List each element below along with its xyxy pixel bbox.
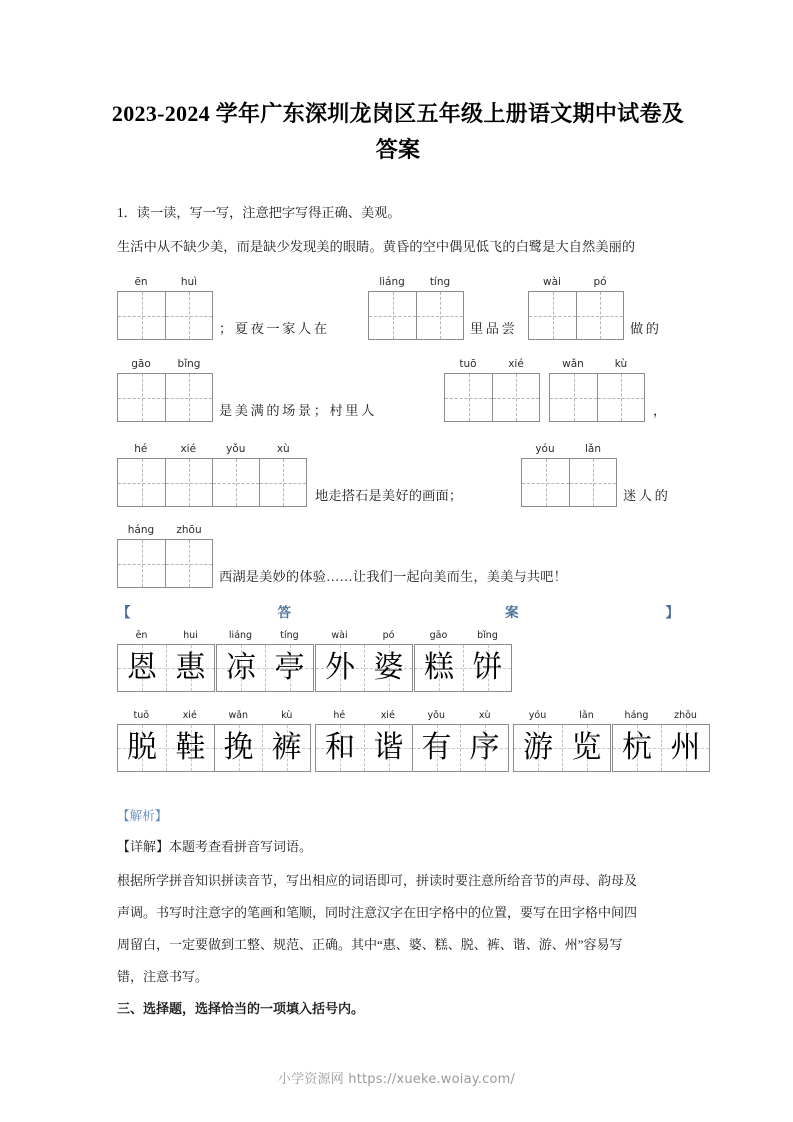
question-grid-row-1 — [117, 268, 679, 340]
question-prompt: 1．读一读，写一写，注意把字写得正确、美观。 — [117, 205, 401, 220]
answer-char: 和 — [325, 730, 355, 765]
answer-char: 序 — [469, 730, 500, 765]
pinyin-syllable: hui — [183, 630, 198, 641]
answer-boxes — [315, 724, 509, 772]
answer-group-waipo — [315, 628, 413, 692]
answer-grid-row-2 — [117, 708, 701, 772]
answer-cell — [316, 645, 364, 691]
pinyin-syllable: kù — [614, 358, 628, 370]
pinyin-syllable: yǒu — [427, 710, 445, 721]
pinyin-strip — [368, 274, 464, 290]
tianzige-group-liangting[interactable] — [368, 274, 464, 340]
explanation-body-line: 错，注意书写。 — [117, 969, 209, 984]
page-title-line-2: 答案 — [375, 137, 421, 162]
answer-cell — [166, 645, 214, 691]
pinyin-syllable: háng — [624, 710, 649, 721]
answer-char: 惠 — [175, 650, 206, 685]
tianzige-boxes[interactable] — [368, 291, 464, 340]
tianzige-group-waipo[interactable] — [528, 274, 624, 340]
pinyin-strip — [521, 441, 617, 457]
answer-char: 鞋 — [175, 730, 206, 765]
pinyin-strip — [315, 628, 413, 643]
pinyin-syllable: zhōu — [176, 524, 202, 536]
tianzige-cell[interactable] — [118, 540, 165, 587]
answer-group-hangzhou — [612, 708, 710, 772]
answer-boxes — [315, 644, 413, 692]
pinyin-syllable: tíng — [429, 276, 451, 288]
inline-text-2b: ， — [653, 403, 667, 418]
pinyin-strip — [117, 628, 215, 643]
page-title-line-1: 2023-2024 学年广东深圳龙岗区五年级上册语文期中试卷及 — [111, 101, 685, 126]
answer-char: 恩 — [127, 650, 157, 685]
tianzige-cell[interactable] — [165, 540, 212, 587]
answer-char: 凉 — [226, 650, 256, 685]
tianzige-boxes[interactable] — [117, 291, 213, 340]
analysis-tag: 【解析】 — [117, 809, 168, 823]
pinyin-syllable: gāo — [131, 358, 151, 370]
pinyin-syllable: lǎn — [584, 443, 601, 455]
pinyin-syllable: yóu — [528, 710, 547, 721]
answer-boxes — [513, 724, 611, 772]
question-passage: 生活中从不缺少美，而是缺少发现美的眼睛。黄昏的空中偶见低飞的白鹭是大自然美丽的 — [117, 239, 636, 254]
tianzige-cell[interactable] — [165, 374, 212, 421]
answer-char: 有 — [421, 730, 452, 765]
pinyin-syllable: wài — [331, 630, 348, 641]
pinyin-syllable: tíng — [280, 630, 299, 641]
answer-boxes — [117, 644, 215, 692]
tianzige-cell[interactable] — [118, 374, 165, 421]
tianzige-boxes[interactable] — [444, 373, 540, 422]
tianzige-cell[interactable] — [259, 459, 306, 506]
pinyin-syllable: xù — [276, 443, 290, 455]
answer-right-bracket: 】 — [665, 605, 679, 620]
pinyin-syllable: tuō — [133, 710, 150, 721]
answer-cell — [463, 645, 511, 691]
tianzige-group-youlan[interactable] — [521, 441, 617, 507]
page-title — [108, 96, 688, 168]
pinyin-syllable: hé — [333, 710, 346, 721]
question-grid-row-2 — [117, 350, 679, 422]
tianzige-cell[interactable] — [522, 459, 569, 506]
explanation-body-line: 声调。书写时注意字的笔画和笔顺，同时注意汉字在田字格中的位置，要写在田字格中间四 — [117, 905, 638, 920]
answer-char: 亭 — [274, 650, 305, 685]
answer-char: 挽 — [223, 730, 254, 765]
tianzige-cell[interactable] — [576, 292, 623, 339]
pinyin-strip — [117, 441, 307, 457]
tianzige-cell[interactable] — [416, 292, 463, 339]
answer-boxes — [117, 724, 311, 772]
tianzige-cell[interactable] — [212, 459, 259, 506]
answer-char: 谐 — [373, 730, 404, 765]
pinyin-syllable: liáng — [228, 630, 253, 641]
inline-text-4a: 西湖是美妙的体验……让我们一起向美而生，美美与共吧！ — [219, 569, 568, 584]
tianzige-boxes[interactable] — [521, 458, 617, 507]
answer-cell — [364, 725, 412, 771]
pinyin-strip — [117, 708, 311, 723]
answer-cell — [562, 725, 610, 771]
tianzige-boxes[interactable] — [549, 373, 645, 422]
tianzige-cell[interactable] — [445, 374, 492, 421]
pinyin-strip — [444, 356, 540, 372]
answer-group-liangting — [216, 628, 314, 692]
answer-cell — [412, 725, 460, 771]
tianzige-group-gaobing[interactable] — [117, 356, 213, 422]
answer-word-2: 案 — [505, 605, 519, 620]
pinyin-syllable: háng — [127, 524, 155, 536]
inline-text-2a: 是美满的场景；村里人 — [219, 403, 377, 418]
tianzige-cell[interactable] — [492, 374, 539, 421]
tianzige-cell[interactable] — [529, 292, 576, 339]
pinyin-syllable: xié — [180, 443, 197, 455]
inline-text-3b: 迷人的 — [623, 488, 671, 503]
pinyin-strip — [549, 356, 645, 372]
pinyin-syllable: lǎn — [579, 710, 594, 721]
pinyin-syllable: xié — [380, 710, 395, 721]
footer-watermark: 小学资源网 https://xueke.woiay.com/ — [277, 1072, 516, 1087]
pinyin-syllable: liáng — [379, 276, 405, 288]
inline-text-1a: ；夏夜一家人在 — [219, 321, 330, 336]
pinyin-syllable: hé — [134, 443, 148, 455]
pinyin-syllable: wǎn — [228, 710, 249, 721]
answer-grid-row-1 — [117, 628, 679, 692]
tianzige-cell[interactable] — [597, 374, 644, 421]
answer-char: 婆 — [373, 650, 404, 685]
tianzige-cell[interactable] — [165, 459, 212, 506]
answer-cell — [514, 725, 562, 771]
tianzige-group-tuoxie[interactable] — [444, 356, 540, 422]
answer-cell — [316, 725, 364, 771]
answer-cell — [613, 725, 661, 771]
answer-char: 糕 — [424, 650, 454, 685]
tianzige-cell[interactable] — [569, 459, 616, 506]
tianzige-group-wanku[interactable] — [549, 356, 645, 422]
answer-boxes — [612, 724, 710, 772]
answer-group-tuoxiewanku — [117, 708, 311, 772]
tianzige-boxes[interactable] — [528, 291, 624, 340]
tianzige-boxes[interactable] — [117, 458, 307, 507]
tianzige-boxes[interactable] — [117, 373, 213, 422]
tianzige-cell[interactable] — [118, 292, 165, 339]
pinyin-strip — [117, 274, 213, 290]
pinyin-syllable: pó — [593, 276, 607, 288]
answer-cell — [265, 645, 313, 691]
tianzige-boxes[interactable] — [117, 539, 213, 588]
answer-cell — [217, 645, 265, 691]
answer-cell — [364, 645, 412, 691]
answer-cell — [166, 725, 214, 771]
pinyin-syllable: zhōu — [674, 710, 697, 721]
answer-cell — [118, 725, 166, 771]
pinyin-syllable: pó — [382, 630, 395, 641]
explanation-body-line: 根据所学拼音知识拼读音节，写出相应的词语即可，拼读时要注意所给音节的声母、韵母及 — [117, 873, 638, 888]
answer-boxes — [414, 644, 512, 692]
pinyin-strip — [513, 708, 611, 723]
pinyin-syllable: xié — [508, 358, 524, 370]
answer-boxes — [216, 644, 314, 692]
tianzige-cell[interactable] — [369, 292, 416, 339]
inline-text-3a: 地走搭石是美好的画面； — [315, 488, 463, 503]
pinyin-strip — [117, 356, 213, 372]
pinyin-strip — [117, 522, 213, 538]
pinyin-syllable: ēn — [134, 276, 148, 288]
answer-group-youlan — [513, 708, 611, 772]
answer-group-gaobing — [414, 628, 512, 692]
detail-line: 【详解】本题考查看拼音写词语。 — [117, 839, 313, 854]
tianzige-group-hangzhou[interactable] — [117, 522, 213, 588]
answer-char: 游 — [523, 730, 553, 765]
pinyin-syllable: wài — [543, 276, 561, 288]
pinyin-syllable: xù — [478, 710, 491, 721]
pinyin-syllable: kù — [281, 710, 293, 721]
answer-group-enhui — [117, 628, 215, 692]
question-grid-row-3 — [117, 435, 679, 507]
explanation-body-line: 周留白，一定要做到工整、规范、正确。其中“惠、婆、糕、脱、裤、谐、游、州”容易写 — [117, 937, 623, 952]
answer-word-1: 答 — [277, 605, 291, 620]
pinyin-strip — [216, 628, 314, 643]
answer-cell — [460, 725, 508, 771]
inline-text-1b: 里品尝 — [470, 321, 518, 336]
answer-char: 州 — [670, 730, 701, 765]
tianzige-cell[interactable] — [165, 292, 212, 339]
answer-banner — [117, 601, 679, 621]
tianzige-group-enhui[interactable] — [117, 274, 213, 340]
pinyin-strip — [528, 274, 624, 290]
answer-cell — [118, 645, 166, 691]
pinyin-syllable: ēn — [135, 630, 148, 641]
tianzige-cell[interactable] — [550, 374, 597, 421]
tianzige-cell[interactable] — [118, 459, 165, 506]
question-grid-row-4 — [117, 516, 679, 588]
answer-cell — [262, 725, 310, 771]
answer-banner-words — [131, 601, 666, 621]
answer-group-hexieyouxu — [315, 708, 509, 772]
tianzige-group-hexieyouxu[interactable] — [117, 441, 307, 507]
pinyin-strip — [612, 708, 710, 723]
pinyin-syllable: bǐng — [177, 358, 201, 370]
answer-cell — [214, 725, 262, 771]
pinyin-syllable: bǐng — [477, 630, 498, 641]
pinyin-syllable: gāo — [429, 630, 448, 641]
answer-char: 脱 — [127, 730, 157, 765]
pinyin-syllable: wǎn — [562, 358, 584, 370]
next-section-heading: 三、选择题，选择恰当的一项填入括号内。 — [117, 1001, 365, 1016]
inline-text-1c: 做的 — [630, 321, 662, 336]
answer-cell — [415, 645, 463, 691]
answer-char: 杭 — [622, 730, 652, 765]
pinyin-syllable: xié — [182, 710, 197, 721]
answer-cell — [661, 725, 709, 771]
answer-left-bracket: 【 — [117, 605, 131, 620]
answer-char: 饼 — [472, 650, 503, 685]
pinyin-syllable: tuō — [459, 358, 477, 370]
pinyin-syllable: huì — [180, 276, 198, 288]
answer-char: 外 — [325, 650, 355, 685]
pinyin-strip — [315, 708, 509, 723]
answer-char: 裤 — [271, 730, 302, 765]
pinyin-syllable: yǒu — [226, 443, 246, 455]
answer-char: 览 — [571, 730, 602, 765]
pinyin-strip — [414, 628, 512, 643]
pinyin-syllable: yóu — [535, 443, 555, 455]
